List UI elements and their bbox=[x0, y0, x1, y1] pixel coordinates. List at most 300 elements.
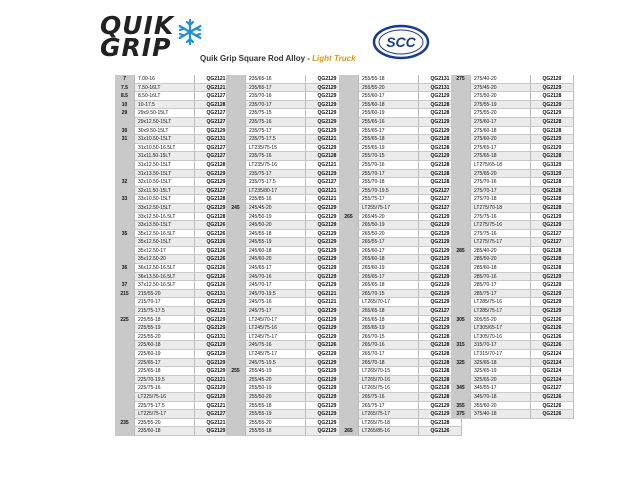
chain-part-cell: QG2129 bbox=[419, 92, 462, 101]
tire-size-cell: 265/65-19 bbox=[359, 324, 419, 333]
width-cell bbox=[226, 195, 246, 204]
table-row bbox=[226, 230, 349, 239]
width-cell bbox=[226, 152, 246, 161]
width-cell bbox=[115, 213, 135, 222]
chain-part-cell: QG2129 bbox=[531, 307, 574, 316]
table-row bbox=[115, 187, 238, 196]
table-row bbox=[451, 152, 574, 161]
width-cell: 245 bbox=[226, 204, 246, 213]
tire-size-cell: 215/70-17 bbox=[135, 298, 195, 307]
width-cell bbox=[451, 393, 471, 402]
tire-size-cell: 255/55-18 bbox=[246, 427, 306, 436]
chain-part-cell: QG2129 bbox=[531, 109, 574, 118]
chain-part-cell: QG2129 bbox=[195, 324, 238, 333]
tire-size-cell: 275/70-17 bbox=[471, 187, 531, 196]
chain-part-cell: QG2129 bbox=[195, 367, 238, 376]
tire-size-cell: LT245/75-17 bbox=[246, 333, 306, 342]
tire-size-cell: 275/65-18 bbox=[471, 152, 531, 161]
table-row bbox=[451, 170, 574, 179]
width-cell bbox=[115, 204, 135, 213]
chain-part-cell: QG2129 bbox=[306, 273, 349, 282]
table-row bbox=[339, 101, 462, 110]
table-row bbox=[226, 367, 349, 376]
width-cell bbox=[115, 324, 135, 333]
chain-part-cell: QG2121 bbox=[195, 376, 238, 385]
tire-size-cell: 245/55-19 bbox=[246, 238, 306, 247]
table-row bbox=[451, 307, 574, 316]
chain-part-cell: QG2128 bbox=[419, 419, 462, 428]
width-cell: 7 bbox=[115, 75, 135, 84]
chain-part-cell: QG2129 bbox=[195, 127, 238, 136]
width-cell bbox=[339, 324, 359, 333]
width-cell: 36 bbox=[115, 264, 135, 273]
tire-size-cell: LT265/70-17 bbox=[359, 298, 419, 307]
width-cell: 235 bbox=[115, 419, 135, 428]
tire-size-cell: 245/60-18 bbox=[246, 247, 306, 256]
chain-part-cell: QG2128 bbox=[531, 195, 574, 204]
table-row bbox=[339, 135, 462, 144]
table-row bbox=[226, 410, 349, 419]
chain-part-cell: QG2128 bbox=[419, 264, 462, 273]
chain-part-cell: QG2127 bbox=[195, 144, 238, 153]
chain-part-cell: QG2128 bbox=[419, 333, 462, 342]
table-row bbox=[451, 187, 574, 196]
chain-part-cell: QG2128 bbox=[195, 195, 238, 204]
tire-size-cell: 245/70-19.5 bbox=[246, 290, 306, 299]
chain-part-cell: QG2127 bbox=[195, 118, 238, 127]
chain-part-cell: QG2131 bbox=[195, 290, 238, 299]
width-cell bbox=[451, 376, 471, 385]
table-row bbox=[115, 307, 238, 316]
tire-size-cell: 33x12.50-16.5LT bbox=[135, 213, 195, 222]
width-cell bbox=[226, 427, 246, 436]
width-cell: 265 bbox=[339, 427, 359, 436]
table-row bbox=[339, 341, 462, 350]
width-cell bbox=[451, 350, 471, 359]
table-row bbox=[451, 204, 574, 213]
table-row bbox=[226, 341, 349, 350]
quik-grip-logo bbox=[100, 11, 180, 62]
tire-size-cell: 29x9.50-15LT bbox=[135, 109, 195, 118]
width-cell: 325 bbox=[451, 359, 471, 368]
size-column-3 bbox=[339, 75, 462, 436]
chain-part-cell: QG2126 bbox=[531, 324, 574, 333]
tire-size-cell: 345/70-18 bbox=[471, 393, 531, 402]
table-row bbox=[226, 316, 349, 325]
chain-part-cell: QG2121 bbox=[195, 75, 238, 84]
chain-part-cell: QG2128 bbox=[419, 170, 462, 179]
table-row bbox=[451, 333, 574, 342]
tire-size-cell: 245/75-16 bbox=[246, 298, 306, 307]
chain-part-cell: QG2126 bbox=[531, 333, 574, 342]
chain-part-cell: QG2129 bbox=[306, 230, 349, 239]
table-row bbox=[115, 402, 238, 411]
width-cell bbox=[451, 298, 471, 307]
table-row bbox=[226, 84, 349, 93]
width-cell bbox=[115, 307, 135, 316]
table-row bbox=[226, 178, 349, 187]
table-row bbox=[339, 255, 462, 264]
chain-part-cell: QG2129 bbox=[306, 84, 349, 93]
tire-size-cell: 265/70-17 bbox=[359, 350, 419, 359]
chain-part-cell: QG2128 bbox=[419, 350, 462, 359]
table-row bbox=[115, 273, 238, 282]
chain-part-cell: QG2128 bbox=[531, 178, 574, 187]
tire-size-cell: LT225/75-17 bbox=[135, 410, 195, 419]
tire-size-cell: 235/60-18 bbox=[135, 427, 195, 436]
width-cell bbox=[451, 170, 471, 179]
table-row bbox=[339, 264, 462, 273]
width-cell bbox=[339, 419, 359, 428]
tire-size-cell: 265/70-16 bbox=[359, 341, 419, 350]
chain-part-cell: QG2129 bbox=[195, 427, 238, 436]
chain-part-cell: QG2121 bbox=[306, 161, 349, 170]
chain-part-cell: QG2124 bbox=[531, 376, 574, 385]
tire-size-cell: 32x10.50-15LT bbox=[135, 178, 195, 187]
width-cell bbox=[226, 161, 246, 170]
tire-size-cell: 265/60-18 bbox=[359, 255, 419, 264]
width-cell bbox=[226, 264, 246, 273]
chain-part-cell: QG3129 bbox=[531, 170, 574, 179]
tire-size-cell: LT275/70-18 bbox=[471, 204, 531, 213]
tire-size-cell: 315/70-17 bbox=[471, 341, 531, 350]
chain-part-cell: QG2129 bbox=[419, 316, 462, 325]
width-cell bbox=[451, 238, 471, 247]
width-cell bbox=[115, 170, 135, 179]
table-row bbox=[115, 290, 238, 299]
chain-part-cell: QG2128 bbox=[531, 118, 574, 127]
table-row bbox=[451, 341, 574, 350]
tire-size-cell: 235/75-15 bbox=[246, 109, 306, 118]
table-row bbox=[115, 144, 238, 153]
tire-size-cell: LT225/75-16 bbox=[135, 393, 195, 402]
chain-part-cell: QG2128 bbox=[419, 341, 462, 350]
width-cell bbox=[339, 187, 359, 196]
tire-size-cell: 285/40-20 bbox=[471, 247, 531, 256]
table-row bbox=[451, 221, 574, 230]
width-cell bbox=[115, 118, 135, 127]
table-row bbox=[339, 178, 462, 187]
tire-size-cell: 275/65-20 bbox=[471, 170, 531, 179]
table-row bbox=[451, 298, 574, 307]
table-row bbox=[339, 410, 462, 419]
tire-size-cell: 31x11.50-15LT bbox=[135, 152, 195, 161]
chain-part-cell: QG2129 bbox=[531, 273, 574, 282]
width-cell bbox=[451, 255, 471, 264]
tire-size-cell: 31x13.50-15LT bbox=[135, 170, 195, 179]
width-cell bbox=[339, 273, 359, 282]
table-row bbox=[115, 84, 238, 93]
table-row bbox=[226, 92, 349, 101]
width-cell bbox=[226, 92, 246, 101]
width-cell bbox=[115, 144, 135, 153]
table-row bbox=[226, 213, 349, 222]
tire-size-cell: 265/70-15 bbox=[359, 333, 419, 342]
table-row bbox=[339, 204, 462, 213]
width-cell bbox=[451, 230, 471, 239]
chain-part-cell: QG2129 bbox=[306, 393, 349, 402]
chain-part-cell: QG2129 bbox=[531, 135, 574, 144]
tire-size-cell: 255/60-17 bbox=[359, 92, 419, 101]
table-row bbox=[339, 127, 462, 136]
subtitle-accent: Light Truck bbox=[312, 54, 356, 63]
tire-size-cell: 255/70-15 bbox=[359, 152, 419, 161]
chain-part-cell: QG2121 bbox=[306, 290, 349, 299]
chain-part-cell: QG2129 bbox=[419, 230, 462, 239]
chain-part-cell: QG2128 bbox=[531, 92, 574, 101]
chain-part-cell: QG2128 bbox=[531, 127, 574, 136]
chain-part-cell: QG2128 bbox=[531, 264, 574, 273]
tire-size-cell: 265/50-19 bbox=[359, 221, 419, 230]
width-cell bbox=[226, 127, 246, 136]
chain-part-cell: QG2126 bbox=[195, 281, 238, 290]
chain-part-cell: QG2129 bbox=[306, 307, 349, 316]
tire-size-cell: 275/55-19 bbox=[471, 101, 531, 110]
width-cell bbox=[226, 118, 246, 127]
width-cell bbox=[226, 419, 246, 428]
table-row bbox=[115, 264, 238, 273]
chain-part-cell: QG2126 bbox=[195, 238, 238, 247]
width-cell bbox=[115, 298, 135, 307]
table-row bbox=[339, 195, 462, 204]
tire-size-cell: 225/55-19 bbox=[135, 324, 195, 333]
tire-size-cell: 285/70-17 bbox=[471, 281, 531, 290]
table-row bbox=[115, 316, 238, 325]
width-cell bbox=[115, 161, 135, 170]
width-cell bbox=[226, 230, 246, 239]
chain-part-cell: QG2127 bbox=[195, 109, 238, 118]
table-row bbox=[339, 238, 462, 247]
chain-part-cell: QG2129 bbox=[306, 350, 349, 359]
width-cell bbox=[226, 109, 246, 118]
tire-size-cell: 275/45-20 bbox=[471, 84, 531, 93]
chain-part-cell: QG2126 bbox=[531, 393, 574, 402]
table-row bbox=[115, 101, 238, 110]
width-cell bbox=[115, 152, 135, 161]
table-row bbox=[451, 264, 574, 273]
table-row bbox=[339, 84, 462, 93]
width-cell bbox=[451, 273, 471, 282]
tire-size-cell: 7.50-16LT bbox=[135, 84, 195, 93]
width-cell bbox=[339, 144, 359, 153]
table-row bbox=[451, 247, 574, 256]
width-cell bbox=[451, 204, 471, 213]
tire-size-cell: 36x12.50-16.5LT bbox=[135, 264, 195, 273]
table-row bbox=[226, 281, 349, 290]
table-row bbox=[226, 75, 349, 84]
table-row bbox=[115, 350, 238, 359]
chain-part-cell: QG2128 bbox=[419, 393, 462, 402]
chain-part-cell: QG2129 bbox=[306, 255, 349, 264]
chain-part-cell: QG2129 bbox=[419, 273, 462, 282]
table-row bbox=[115, 118, 238, 127]
chain-part-cell: QG2126 bbox=[195, 221, 238, 230]
chain-part-cell: QG2129 bbox=[531, 75, 574, 84]
chain-part-cell: QG2129 bbox=[306, 101, 349, 110]
width-cell bbox=[451, 144, 471, 153]
table-row bbox=[339, 144, 462, 153]
tire-size-cell: 255/60-18 bbox=[359, 101, 419, 110]
chain-part-cell: QG2121 bbox=[195, 307, 238, 316]
chain-part-cell: QG2129 bbox=[419, 152, 462, 161]
table-row bbox=[226, 359, 349, 368]
tire-size-cell: 245/60-20 bbox=[246, 255, 306, 264]
width-cell bbox=[451, 307, 471, 316]
table-row bbox=[451, 213, 574, 222]
tire-size-cell: 275/60-20 bbox=[471, 135, 531, 144]
tire-size-cell: 225/75-16 bbox=[135, 384, 195, 393]
table-row bbox=[451, 75, 574, 84]
table-row bbox=[339, 307, 462, 316]
chain-part-cell: QG2129 bbox=[531, 281, 574, 290]
table-row bbox=[339, 402, 462, 411]
width-cell bbox=[339, 221, 359, 230]
width-cell bbox=[339, 402, 359, 411]
chain-part-cell: QG2129 bbox=[531, 221, 574, 230]
table-row bbox=[339, 384, 462, 393]
table-row bbox=[339, 118, 462, 127]
width-cell bbox=[226, 238, 246, 247]
logo-word-top: QUIK bbox=[100, 11, 175, 40]
chain-part-cell: QG2129 bbox=[195, 316, 238, 325]
tire-size-cell: 33x12.50-15LT bbox=[135, 204, 195, 213]
tire-size-cell: 275/75-16 bbox=[471, 230, 531, 239]
tire-size-cell: 235/75-17.5 bbox=[246, 178, 306, 187]
table-row bbox=[226, 419, 349, 428]
table-row bbox=[115, 359, 238, 368]
chain-part-cell: QG2129 bbox=[419, 221, 462, 230]
chain-part-cell: QG2128 bbox=[419, 376, 462, 385]
table-row bbox=[115, 247, 238, 256]
table-row bbox=[451, 410, 574, 419]
width-cell bbox=[115, 410, 135, 419]
table-row bbox=[339, 419, 462, 428]
table-row bbox=[451, 92, 574, 101]
width-cell bbox=[339, 359, 359, 368]
tire-size-cell: 275/75-16 bbox=[471, 213, 531, 222]
chain-part-cell: QG2128 bbox=[531, 152, 574, 161]
tire-size-cell: 31x12.50-15LT bbox=[135, 161, 195, 170]
table-row bbox=[115, 221, 238, 230]
width-cell: 305 bbox=[451, 316, 471, 325]
chain-part-cell: QG2129 bbox=[306, 204, 349, 213]
tire-size-cell: LT235/75-15 bbox=[246, 144, 306, 153]
tire-size-cell: 8.50-16LT bbox=[135, 92, 195, 101]
tire-size-cell: 275/40-20 bbox=[471, 75, 531, 84]
tire-size-cell: 29x12.50-15LT bbox=[135, 118, 195, 127]
table-row bbox=[226, 101, 349, 110]
tire-size-cell: LT315/70-17 bbox=[471, 350, 531, 359]
table-row bbox=[226, 247, 349, 256]
chain-part-cell: QG2129 bbox=[306, 264, 349, 273]
chain-part-cell: QG2129 bbox=[195, 170, 238, 179]
table-row bbox=[115, 341, 238, 350]
chain-part-cell: QG2127 bbox=[419, 195, 462, 204]
chain-part-cell: QG2129 bbox=[306, 376, 349, 385]
width-cell bbox=[226, 393, 246, 402]
width-cell bbox=[451, 84, 471, 93]
width-cell bbox=[226, 359, 246, 368]
table-row bbox=[226, 127, 349, 136]
chain-part-cell: QG2129 bbox=[306, 281, 349, 290]
chain-part-cell: QG2128 bbox=[419, 101, 462, 110]
table-row bbox=[115, 384, 238, 393]
width-cell bbox=[339, 230, 359, 239]
table-row bbox=[451, 101, 574, 110]
width-cell bbox=[226, 316, 246, 325]
table-row bbox=[115, 204, 238, 213]
width-cell bbox=[451, 221, 471, 230]
table-row bbox=[115, 393, 238, 402]
width-cell: 355 bbox=[451, 402, 471, 411]
chain-part-cell: QG2126 bbox=[195, 247, 238, 256]
width-cell bbox=[339, 109, 359, 118]
tire-size-cell: 265/55-17 bbox=[359, 238, 419, 247]
tire-size-cell: 265/50-20 bbox=[359, 230, 419, 239]
width-cell bbox=[339, 84, 359, 93]
width-cell bbox=[226, 410, 246, 419]
tire-size-cell: 31x10.50-15LT bbox=[135, 135, 195, 144]
tire-size-cell: 35x12.50-16.5LT bbox=[135, 230, 195, 239]
table-row bbox=[226, 290, 349, 299]
table-row bbox=[226, 427, 349, 436]
table-row bbox=[226, 324, 349, 333]
chain-part-cell: QG2129 bbox=[195, 341, 238, 350]
chain-part-cell: QG2129 bbox=[419, 247, 462, 256]
width-cell bbox=[339, 341, 359, 350]
width-cell bbox=[339, 75, 359, 84]
width-cell bbox=[339, 350, 359, 359]
table-row bbox=[226, 118, 349, 127]
tire-size-cell: 255/70-17 bbox=[359, 170, 419, 179]
table-row bbox=[339, 281, 462, 290]
table-row bbox=[115, 255, 238, 264]
width-cell bbox=[339, 178, 359, 187]
table-row bbox=[115, 213, 238, 222]
tire-size-cell: 265/60-17 bbox=[359, 247, 419, 256]
table-row bbox=[226, 161, 349, 170]
chain-part-cell: QG2128 bbox=[419, 359, 462, 368]
chain-part-cell: QG2126 bbox=[195, 230, 238, 239]
chain-part-cell: QG2126 bbox=[531, 402, 574, 411]
table-row bbox=[115, 161, 238, 170]
table-row bbox=[339, 247, 462, 256]
width-cell bbox=[451, 101, 471, 110]
tire-size-cell: 255/55-20 bbox=[246, 419, 306, 428]
width-cell bbox=[339, 376, 359, 385]
chain-part-cell: QG2129 bbox=[419, 298, 462, 307]
chain-part-cell: QG2129 bbox=[306, 427, 349, 436]
chain-part-cell: QG2129 bbox=[419, 238, 462, 247]
table-row bbox=[451, 135, 574, 144]
width-cell: 215 bbox=[115, 290, 135, 299]
width-cell bbox=[339, 410, 359, 419]
chain-part-cell: QG2121 bbox=[306, 187, 349, 196]
chain-part-cell: QG2127 bbox=[195, 410, 238, 419]
tire-size-cell: 275/60-18 bbox=[471, 127, 531, 136]
width-cell bbox=[451, 264, 471, 273]
width-cell bbox=[339, 367, 359, 376]
chain-part-cell: QG2127 bbox=[419, 187, 462, 196]
table-row bbox=[115, 238, 238, 247]
width-cell bbox=[115, 402, 135, 411]
table-row bbox=[339, 213, 462, 222]
tire-size-cell: 255/65-18 bbox=[359, 135, 419, 144]
width-cell bbox=[339, 393, 359, 402]
width-cell bbox=[451, 281, 471, 290]
width-cell bbox=[226, 101, 246, 110]
tire-size-cell: 33x10.50-15LT bbox=[135, 195, 195, 204]
